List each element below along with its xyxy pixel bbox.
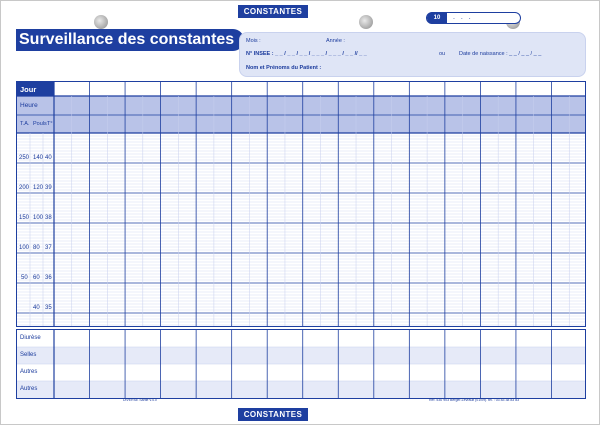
scale-temp: 36 — [45, 275, 52, 281]
scale-pouls: 80 — [33, 245, 40, 251]
extra-observations-grid — [16, 329, 586, 399]
shaded-row — [17, 381, 586, 399]
row-label-selles: Selles — [20, 352, 37, 358]
scale-pouls: 40 — [33, 305, 40, 311]
extra-grid-lines — [17, 330, 586, 399]
binder-hole — [94, 15, 108, 29]
page-number-tab — [426, 12, 521, 24]
row-label-autres: Autres — [20, 386, 38, 392]
scale-ta: 100 — [19, 245, 30, 251]
scale-temp: 37 — [45, 245, 52, 251]
footer-software: DIVERSE Santé v.4.0 — [123, 398, 157, 402]
scale-temp: 40 — [45, 155, 52, 161]
shaded-row — [17, 347, 586, 364]
top-banner: CONSTANTES — [238, 5, 308, 18]
vitals-grid-lines — [17, 82, 586, 327]
scale-temp: 38 — [45, 215, 52, 221]
scale-pouls: 100 — [33, 215, 44, 221]
row-label-jour: Jour — [20, 85, 37, 94]
bottom-banner: CONSTANTES — [238, 408, 308, 421]
birth-date-field[interactable]: Date de naissance : _ _ / _ _ / _ _ — [459, 51, 542, 57]
jour-cells — [54, 82, 586, 96]
row-label-heure: Heure — [20, 102, 38, 109]
heure-ta-band — [17, 96, 586, 133]
col-label-ta: T.A. — [20, 121, 30, 127]
scale-pouls: 120 — [33, 185, 44, 191]
scale-ta: 200 — [19, 185, 30, 191]
annee-field[interactable]: Année : — [326, 38, 345, 44]
scale-ta: 50 — [21, 275, 28, 281]
page-dots: . . . — [453, 14, 473, 21]
scale-pouls: 60 — [33, 275, 40, 281]
binder-hole — [359, 15, 373, 29]
or-label: ou — [439, 51, 446, 57]
page-number: 10 — [427, 12, 447, 24]
scale-ta: 250 — [19, 155, 30, 161]
patient-name-field[interactable]: Nom et Prénoms du Patient : — [246, 65, 322, 71]
insee-field[interactable]: N° INSEE : _ _ / _ _ / _ _ / _ _ _ / _ _ _ / _ _ // _ _ — [246, 51, 367, 57]
scale-pouls: 140 — [33, 155, 44, 161]
page-title: Surveillance des constantes — [19, 31, 235, 48]
scale-ta: 150 — [19, 215, 30, 221]
vitals-grid — [16, 81, 586, 327]
row-label-autres: Autres — [20, 369, 38, 375]
footer-reference: Réf. 530 903 Berger-Levrault (01/09). tél. : 03 83 38 83 83 — [429, 398, 520, 402]
row-label-diurese: Diurèse — [20, 335, 41, 341]
patient-info-box — [239, 32, 586, 77]
mois-field[interactable]: Mois : — [246, 38, 261, 44]
title-bar — [16, 29, 244, 51]
scale-temp: 39 — [45, 185, 52, 191]
col-label-pouls: Pouls — [33, 121, 47, 127]
scale-temp: 35 — [45, 305, 52, 311]
col-label-temp: T° — [47, 121, 53, 127]
